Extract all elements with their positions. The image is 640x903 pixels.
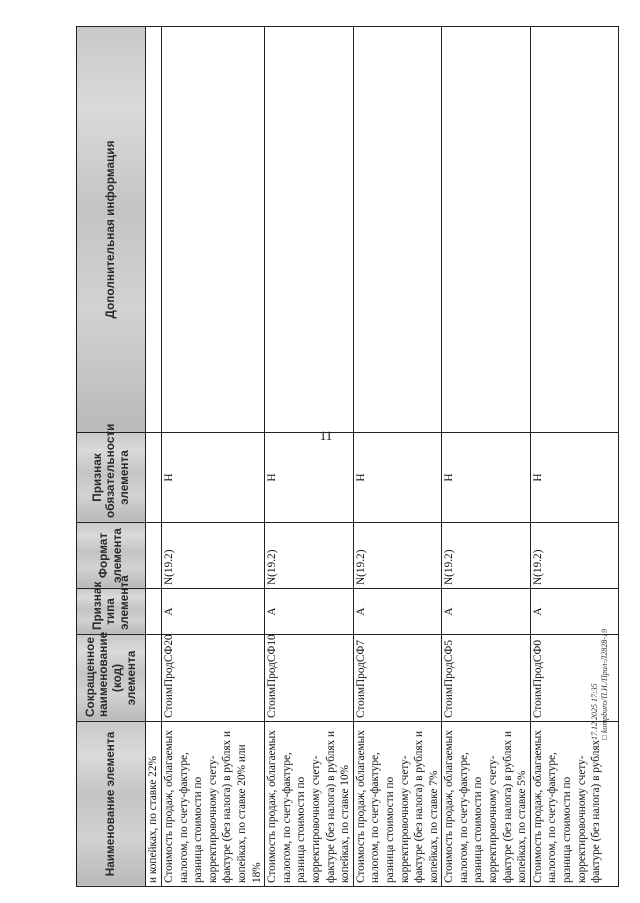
- element-format: N(19.2): [530, 523, 618, 589]
- table-row: [353, 27, 442, 887]
- element-required: Н: [353, 433, 442, 523]
- table-row: [442, 27, 531, 887]
- document-footer: [590, 584, 620, 740]
- continuation-text: и копейках, по ставке 22%: [146, 722, 162, 887]
- element-code: СтоимПродСФ5: [442, 635, 531, 722]
- element-format: N(19.2): [353, 523, 442, 589]
- element-type: А: [265, 589, 354, 635]
- element-extra: [353, 27, 442, 433]
- element-format: N(19.2): [442, 523, 531, 589]
- element-name: Стоимость продаж, облагаемых налогом, по счету-фактуре, разница стоимости по корректировочному счету-фактуре (без налога) в рублях и копейках, по ставке 7%: [353, 722, 442, 887]
- element-format: N(19.2): [265, 523, 354, 589]
- header-format: Формат элемента: [77, 523, 146, 589]
- header-name: Наименование элемента: [77, 722, 146, 887]
- header-extra: Дополнительная информация: [77, 27, 146, 433]
- element-required: Н: [442, 433, 531, 523]
- element-type: А: [530, 589, 618, 635]
- header-type: Признак типа элемента: [77, 589, 146, 635]
- element-type: А: [353, 589, 442, 635]
- element-name: Стоимость продаж, облагаемых налогом, по счету-фактуре, разница стоимости по корректировочному счету-фактуре (без налога) в рублях и копейках, по ставке 20% или 18%: [162, 722, 265, 887]
- element-code: СтоимПродСФ10: [265, 635, 354, 722]
- element-type: А: [442, 589, 531, 635]
- table-row: [530, 27, 618, 887]
- element-required: Н: [530, 433, 618, 523]
- element-name: Стоимость продаж, облагаемых налогом, по счету-фактуре, разница стоимости по корректировочному счету-фактуре (без налога) в рублях и копейках, по ставке 5%: [442, 722, 531, 887]
- element-required: Н: [265, 433, 354, 523]
- element-code: СтоимПродСФ0: [530, 635, 618, 722]
- element-format: N(19.2): [162, 523, 265, 589]
- element-name: Стоимость продаж, облагаемых налогом, по счету-фактуре, разница стоимости по корректировочному счету-фактуре (без налога) в рублях: [530, 722, 618, 887]
- rotated-table-container: [76, 27, 640, 887]
- footer-timestamp: 17.12.2025 17:35: [590, 683, 599, 740]
- element-name: Стоимость продаж, облагаемых налогом, по счету-фактуре, разница стоимости по корректировочному счету-фактуре (без налога) в рублях и копейках, по ставке 10%: [265, 722, 354, 887]
- element-type: А: [162, 589, 265, 635]
- elements-table: [76, 26, 619, 887]
- table-row: [265, 27, 354, 887]
- element-required: Н: [162, 433, 265, 523]
- header-required: Признак обязательности элемента: [77, 433, 146, 523]
- element-extra: [530, 27, 618, 433]
- page-number: 11: [319, 428, 333, 443]
- header-code: Сокращенное наименование (код) элемента: [77, 635, 146, 722]
- element-code: СтоимПродСФ7: [353, 635, 442, 722]
- continuation-row: [146, 27, 162, 887]
- element-extra: [265, 27, 354, 433]
- footer-path: □ kompburo/П.И./Прил-Л2828-19: [600, 629, 609, 740]
- table-row: [162, 27, 265, 887]
- header-row: [77, 27, 146, 887]
- element-extra: [162, 27, 265, 433]
- element-extra: [442, 27, 531, 433]
- element-code: СтоимПродСФ20: [162, 635, 265, 722]
